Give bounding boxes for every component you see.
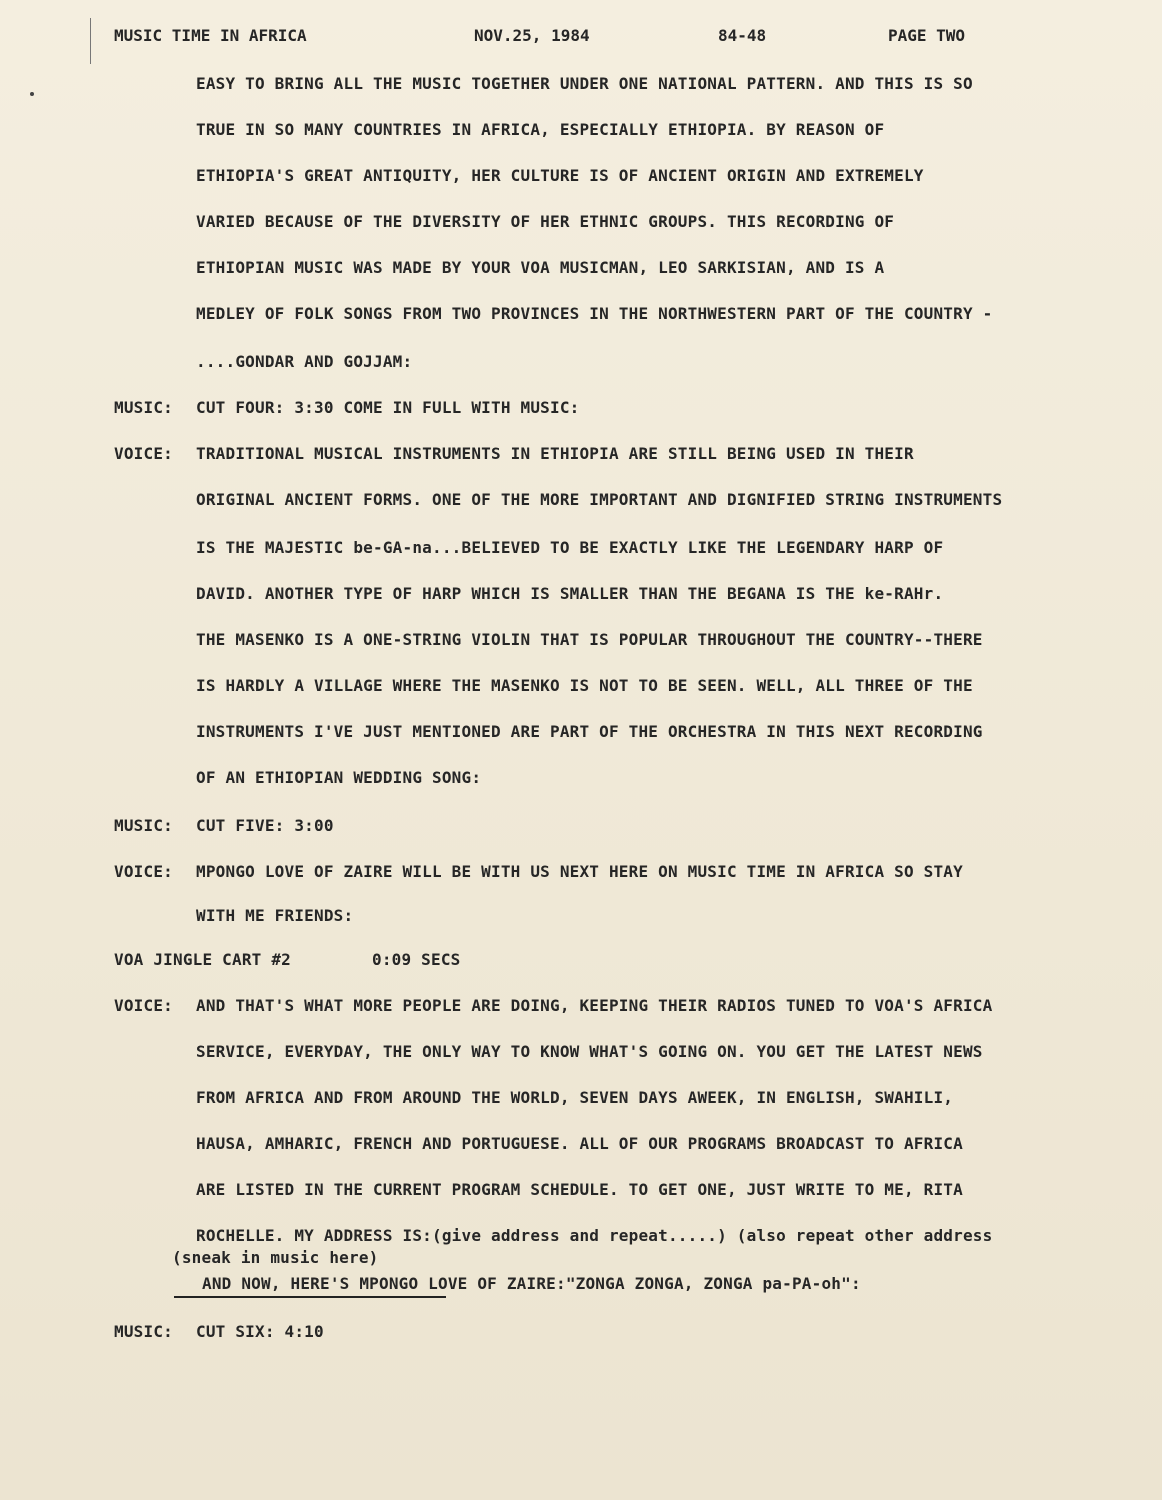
voice-line: ARE LISTED IN THE CURRENT PROGRAM SCHEDULE. TO GET ONE, JUST WRITE TO ME, RITA (196, 1180, 963, 1199)
voice-line: WITH ME FRIENDS: (196, 906, 354, 925)
header-date: NOV.25, 1984 (474, 26, 590, 45)
voice-line: OF AN ETHIOPIAN WEDDING SONG: (196, 768, 482, 787)
paragraph-line: VARIED BECAUSE OF THE DIVERSITY OF HER ETHNIC GROUPS. THIS RECORDING OF (196, 212, 895, 231)
voice-line: DAVID. ANOTHER TYPE OF HARP WHICH IS SMALLER THAN THE BEGANA IS THE ke-RAHr. (196, 584, 944, 603)
jingle-time: 0:09 SECS (372, 950, 461, 969)
voice-line: IS THE MAJESTIC be-GA-na...BELIEVED TO BE EXACTLY LIKE THE LEGENDARY HARP OF (196, 538, 944, 557)
header-code: 84-48 (718, 26, 767, 45)
voice-line: TRADITIONAL MUSICAL INSTRUMENTS IN ETHIOPIA ARE STILL BEING USED IN THEIR (196, 444, 914, 463)
music-label: MUSIC: (114, 816, 173, 835)
paragraph-line: TRUE IN SO MANY COUNTRIES IN AFRICA, ESPECIALLY ETHIOPIA. BY REASON OF (196, 120, 885, 139)
sneak-note: (sneak in music here) (172, 1248, 379, 1267)
voice-label: VOICE: (114, 996, 173, 1015)
voice-line: ROCHELLE. MY ADDRESS IS:(give address and repeat.....) (also repeat other address (196, 1226, 993, 1245)
voice-line: INSTRUMENTS I'VE JUST MENTIONED ARE PART OF THE ORCHESTRA IN THIS NEXT RECORDING (196, 722, 983, 741)
paragraph-line: ETHIOPIAN MUSIC WAS MADE BY YOUR VOA MUSICMAN, LEO SARKISIAN, AND IS A (196, 258, 885, 277)
ink-dot (30, 92, 34, 96)
header-page: PAGE TWO (888, 26, 966, 45)
voice-line: IS HARDLY A VILLAGE WHERE THE MASENKO IS NOT TO BE SEEN. WELL, ALL THREE OF THE (196, 676, 973, 695)
voice-label: VOICE: (114, 862, 173, 881)
jingle-label: VOA JINGLE CART #2 (114, 950, 291, 969)
music-cue: CUT SIX: 4:10 (196, 1322, 324, 1341)
voice-line: ORIGINAL ANCIENT FORMS. ONE OF THE MORE IMPORTANT AND DIGNIFIED STRING INSTRUMENTS (196, 490, 1003, 509)
voice-line: FROM AFRICA AND FROM AROUND THE WORLD, SEVEN DAYS AWEEK, IN ENGLISH, SWAHILI, (196, 1088, 954, 1107)
paragraph-line: EASY TO BRING ALL THE MUSIC TOGETHER UNDER ONE NATIONAL PATTERN. AND THIS IS SO (196, 74, 973, 93)
header-program: MUSIC TIME IN AFRICA (114, 26, 307, 45)
voice-line: MPONGO LOVE OF ZAIRE WILL BE WITH US NEXT HERE ON MUSIC TIME IN AFRICA SO STAY (196, 862, 963, 881)
music-label: MUSIC: (114, 1322, 173, 1341)
paragraph-line: ETHIOPIA'S GREAT ANTIQUITY, HER CULTURE IS OF ANCIENT ORIGIN AND EXTREMELY (196, 166, 924, 185)
paragraph-line: MEDLEY OF FOLK SONGS FROM TWO PROVINCES IN THE NORTHWESTERN PART OF THE COUNTRY - (196, 304, 993, 323)
music-label: MUSIC: (114, 398, 173, 417)
voice-line: HAUSA, AMHARIC, FRENCH AND PORTUGUESE. ALL OF OUR PROGRAMS BROADCAST TO AFRICA (196, 1134, 963, 1153)
paragraph-line: ....GONDAR AND GOJJAM: (196, 352, 413, 371)
voice-line: SERVICE, EVERYDAY, THE ONLY WAY TO KNOW WHAT'S GOING ON. YOU GET THE LATEST NEWS (196, 1042, 983, 1061)
voice-label: VOICE: (114, 444, 173, 463)
closing-underline (174, 1296, 446, 1298)
page-edge-mark (90, 18, 91, 64)
music-cue: CUT FIVE: 3:00 (196, 816, 334, 835)
voice-line: THE MASENKO IS A ONE-STRING VIOLIN THAT IS POPULAR THROUGHOUT THE COUNTRY--THERE (196, 630, 983, 649)
voice-line: AND THAT'S WHAT MORE PEOPLE ARE DOING, KEEPING THEIR RADIOS TUNED TO VOA'S AFRICA (196, 996, 993, 1015)
closing-line: AND NOW, HERE'S MPONGO LOVE OF ZAIRE:"ZONGA ZONGA, ZONGA pa-PA-oh": (202, 1274, 861, 1293)
music-cue: CUT FOUR: 3:30 COME IN FULL WITH MUSIC: (196, 398, 580, 417)
